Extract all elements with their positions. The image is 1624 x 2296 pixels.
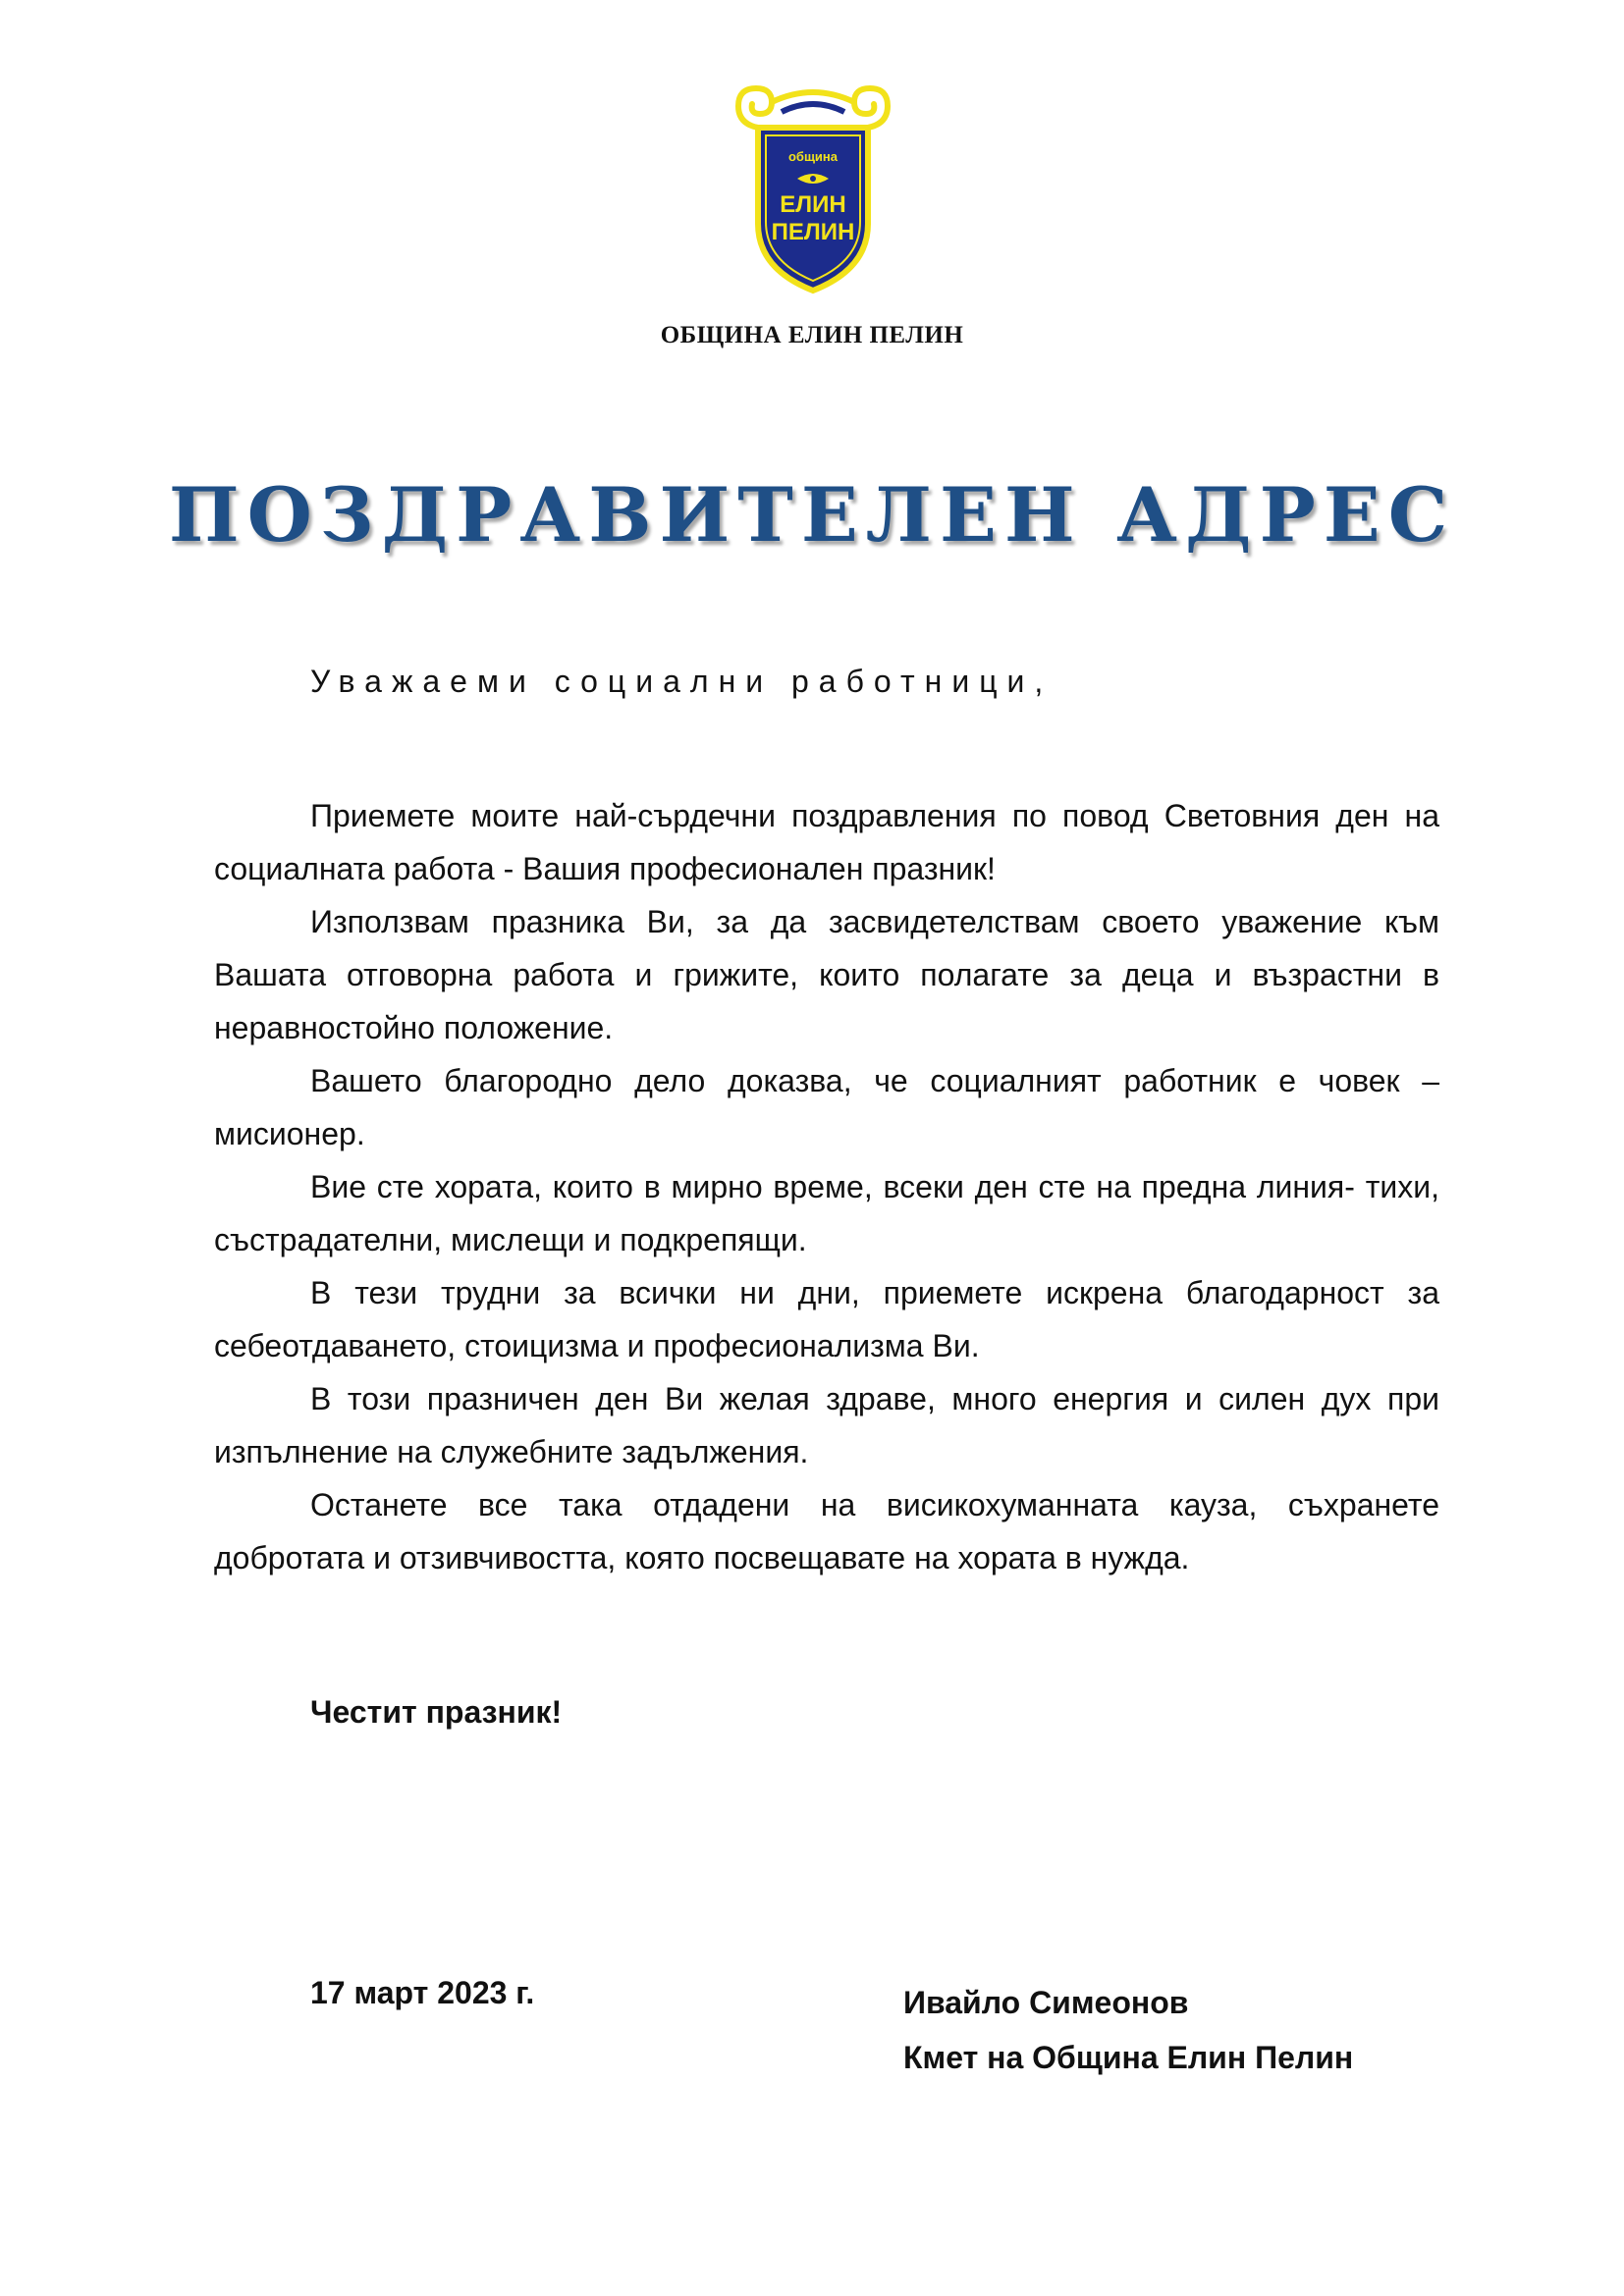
paragraph: Останете все така отдадени на висикохуманната кауза, съхранете добротата и отзивчивостта, която посвещавате на хората в нужда.	[214, 1487, 1439, 1575]
paragraph: Вие сте хората, които в мирно време, всеки ден сте на предна линия- тихи, състрадателни, мислещи и подкрепящи.	[214, 1169, 1439, 1257]
municipality-name: ОБЩИНА ЕЛИН ПЕЛИН	[660, 322, 964, 348]
paragraph: В тези трудни за всички ни дни, приемете искрена благодарност за себеотдаването, стоицизма и професионализма Ви.	[214, 1275, 1439, 1363]
signature-block	[903, 1975, 1353, 2085]
closing-greeting: Честит празник!	[310, 1694, 563, 1730]
letter-date: 17 март 2023 г.	[310, 1975, 535, 2010]
paragraph: Приемете моите най-сърдечни поздравления по повод Световния ден на социалната работа - Вашия професионален празник!	[214, 798, 1439, 886]
paragraph: Използвам празника Ви, за да засвидетелствам своето уважение към Вашата отговорна работа и грижите, които полагате за деца и възрастни в неравностойно положение.	[214, 904, 1439, 1045]
signatory-name: Ивайло Симеонов	[903, 1985, 1189, 2020]
municipality-crest-icon	[729, 77, 897, 298]
salutation: Уважаеми социални работници,	[310, 664, 1054, 699]
crest-text-line1: община	[787, 149, 839, 164]
crest-text-line3: ПЕЛИН	[771, 219, 855, 245]
document-title: ПОЗДРАВИТЕЛЕН АДРЕС	[168, 471, 1456, 559]
paragraph: Вашето благородно дело доказва, че социалният работник е човек – мисионер.	[214, 1063, 1439, 1151]
paragraph: В този празничен ден Ви желая здраве, много енергия и силен дух при изпълнение на служебните задължения.	[214, 1381, 1439, 1469]
signatory-title: Кмет на Община Елин Пелин	[903, 2040, 1354, 2075]
crest-text-line2: ЕЛИН	[780, 191, 846, 218]
letter-body	[214, 789, 1439, 1584]
